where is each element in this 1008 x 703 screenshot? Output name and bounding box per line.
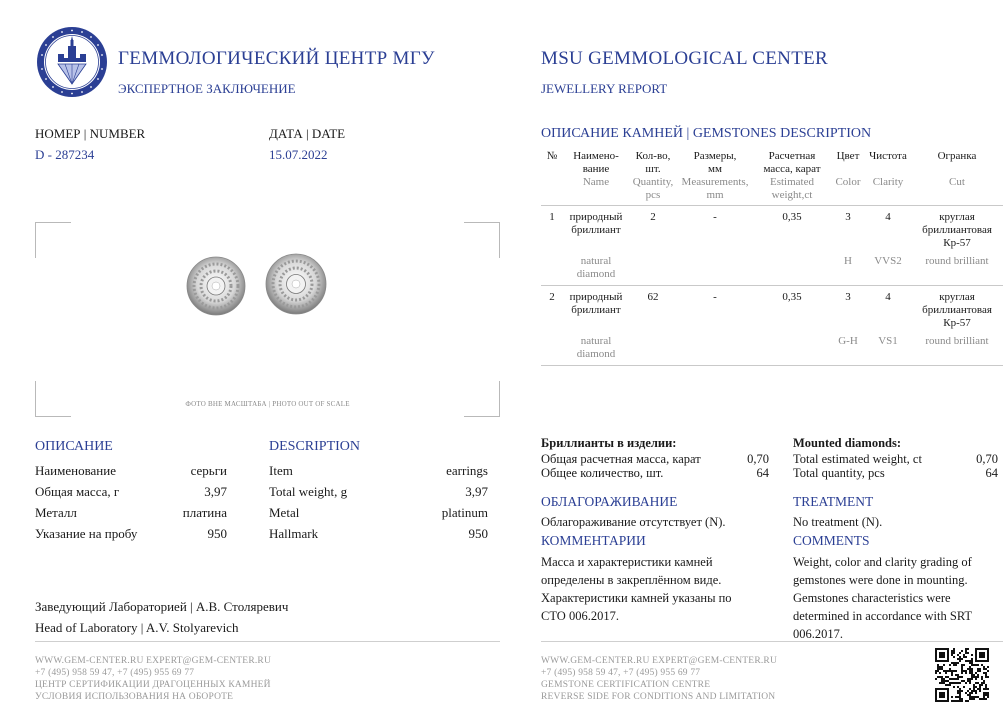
row-value: 3,97: [465, 484, 488, 499]
row-label: Total quantity, pcs: [793, 466, 885, 480]
gemstones-table: [541, 146, 1003, 366]
footer-left: [35, 655, 271, 703]
divider-left: [35, 641, 500, 642]
row-cell: круглая бриллиантовая Кр-57: [922, 211, 992, 249]
header-cell: Огранка: [937, 150, 977, 162]
signature-ru: Заведующий Лабораторией | А.В. Столяревич: [35, 599, 289, 614]
divider-right: [541, 641, 1003, 642]
header-cell: Чистота: [869, 150, 907, 162]
header-cell: Кол-во, шт.: [635, 150, 671, 175]
header-cell: Estimated weight,ct: [770, 176, 814, 201]
description-en-row: [269, 481, 488, 502]
footer-line: WWW.GEM-CENTER.RU EXPERT@GEM-CENTER.RU: [35, 656, 272, 666]
row-label: Общее количество, шт.: [541, 466, 664, 480]
description-en-row: [269, 460, 488, 481]
row-cell: 4: [885, 291, 891, 303]
qr-code-icon: [935, 648, 989, 703]
row-cell: natural diamond: [576, 335, 616, 360]
row-cell: 2: [549, 291, 555, 303]
row-value: серьги: [190, 463, 227, 478]
row-cell: [629, 250, 677, 285]
header-cell: Color: [835, 176, 861, 188]
table-row: [541, 250, 1003, 285]
footer-line: GEMSTONE CERTIFICATION CENTRE: [541, 680, 711, 690]
header-cell: Расчетная масса, карат: [763, 150, 821, 175]
row-value: earrings: [446, 463, 488, 478]
report-date-value: 15.07.2022: [269, 147, 328, 162]
header-subtitle-ru: ЭКСПЕРТНОЕ ЗАКЛЮЧЕНИЕ: [118, 81, 296, 96]
row-cell: natural diamond: [576, 255, 616, 280]
description-ru-heading: ОПИСАНИЕ: [35, 439, 113, 454]
header-title-en: MSU GEMMOLOGICAL CENTER: [541, 48, 828, 69]
row-value: 64: [756, 466, 769, 480]
row-cell: 3: [845, 291, 851, 303]
row-cell: [541, 250, 563, 285]
row-value: 0,70: [976, 452, 998, 466]
treatment-heading-en: TREATMENT: [793, 494, 874, 509]
row-label: Total weight, g: [269, 484, 348, 499]
row-label: Hallmark: [269, 526, 319, 541]
row-value: 64: [985, 466, 998, 480]
mounted-ru-block: [541, 436, 769, 480]
row-value: 950: [207, 526, 227, 541]
row-cell: природный бриллиант: [569, 211, 623, 236]
header-cell: [541, 176, 563, 205]
row-label: Общая масса, г: [35, 484, 120, 499]
description-en-list: [269, 460, 488, 544]
description-ru-row: [35, 460, 227, 481]
row-cell: 2: [650, 211, 656, 223]
footer-line: УСЛОВИЯ ИСПОЛЬЗОВАНИЯ НА ОБОРОТЕ: [35, 692, 234, 702]
treatment-text-ru: Облагораживание отсутствует (N).: [541, 515, 726, 529]
row-cell: [753, 330, 831, 365]
row-cell: round brilliant: [925, 335, 989, 347]
comments-text-en: Weight, color and clarity grading of gemstones were done in mounting. Gemstones characteristics were determined in accordance with SRT 006.2017.: [793, 555, 972, 641]
row-cell: 1: [549, 211, 555, 223]
row-value: platinum: [441, 505, 488, 520]
row-value: 3,97: [204, 484, 227, 499]
header-cell: Name: [582, 176, 610, 188]
comments-text-ru: Масса и характеристики камней определены в закреплённом виде. Характеристики камней указаны по СТО 006.2017.: [541, 555, 732, 623]
row-cell: круглая бриллиантовая Кр-57: [922, 291, 992, 329]
description-ru-list: [35, 460, 227, 544]
header-cell: Measurements, mm: [681, 176, 749, 201]
earring-left-icon: [186, 256, 246, 321]
msu-logo-icon: [36, 26, 108, 98]
treatment-text-en: No treatment (N).: [793, 515, 883, 529]
table-row: [541, 330, 1003, 365]
earring-right-icon: [265, 253, 327, 320]
row-value: платина: [182, 505, 227, 520]
description-en-row: [269, 502, 488, 523]
row-cell: 4: [885, 211, 891, 223]
row-cell: [753, 250, 831, 285]
treatment-heading-ru: ОБЛАГОРАЖИВАНИЕ: [541, 494, 678, 509]
footer-line: ЦЕНТР СЕРТИФИКАЦИИ ДРАГОЦЕННЫХ КАМНЕЙ: [35, 680, 271, 690]
row-cell: 3: [845, 211, 851, 223]
footer-right: [541, 655, 777, 703]
row-cell: природный бриллиант: [569, 291, 623, 316]
row-label: Указание на пробу: [35, 526, 138, 541]
row-label: Общая расчетная масса, карат: [541, 452, 701, 466]
description-en-heading: DESCRIPTION: [269, 439, 361, 454]
row-cell: [677, 330, 753, 365]
footer-line: +7 (495) 958 59 47, +7 (495) 955 69 77: [35, 668, 195, 678]
row-label: Metal: [269, 505, 300, 520]
footer-line: WWW.GEM-CENTER.RU EXPERT@GEM-CENTER.RU: [541, 656, 778, 666]
row-cell: [541, 330, 563, 365]
header-cell: Quantity, pcs: [632, 176, 674, 201]
row-cell: VVS2: [874, 255, 902, 267]
table-row: [541, 286, 1003, 331]
description-ru-row: [35, 502, 227, 523]
row-cell: -: [713, 211, 717, 223]
row-cell: [629, 330, 677, 365]
row-value: 0,70: [747, 452, 769, 466]
row-label: Item: [269, 463, 293, 478]
report-date-label: ДАТА | DATE: [269, 126, 346, 141]
row-cell: 62: [647, 291, 659, 303]
header-cell: Наимено- вание: [573, 150, 619, 175]
footer-line: +7 (495) 958 59 47, +7 (495) 955 69 77: [541, 668, 701, 678]
mounted-ru-heading: Бриллианты в изделии:: [541, 436, 677, 450]
report-number-label: НОМЕР | NUMBER: [35, 126, 146, 141]
table-header-en: [541, 176, 1003, 205]
footer-line: REVERSE SIDE FOR CONDITIONS AND LIMITATION: [541, 692, 776, 702]
gemstones-heading: ОПИСАНИЕ КАМНЕЙ | GEMSTONES DESCRIPTION: [541, 126, 872, 141]
row-value: 950: [468, 526, 488, 541]
header-cell: Clarity: [872, 176, 904, 188]
comments-heading-ru: КОММЕНТАРИИ: [541, 533, 646, 548]
row-cell: round brilliant: [925, 255, 989, 267]
mounted-en-heading: Mounted diamonds:: [793, 436, 902, 450]
table-row: [541, 206, 1003, 251]
header-cell: Размеры, мм: [693, 150, 737, 175]
description-ru-row: [35, 481, 227, 502]
row-cell: -: [713, 291, 717, 303]
row-label: Металл: [35, 505, 77, 520]
row-cell: 0,35: [782, 291, 802, 303]
description-en-row: [269, 523, 488, 544]
mounted-en-block: [793, 436, 998, 480]
description-ru-row: [35, 523, 227, 544]
comments-heading-en: COMMENTS: [793, 533, 870, 548]
header-cell: Цвет: [836, 150, 860, 162]
header-cell: №: [546, 150, 558, 162]
row-cell: G-H: [838, 335, 858, 347]
header-title-ru: ГЕММОЛОГИЧЕСКИЙ ЦЕНТР МГУ: [118, 48, 435, 69]
row-label: Total estimated weight, ct: [793, 452, 922, 466]
row-label: Наименование: [35, 463, 116, 478]
row-cell: VS1: [878, 335, 898, 347]
header-cell: Cut: [949, 176, 965, 188]
signature-en: Head of Laboratory | A.V. Stolyarevich: [35, 620, 239, 635]
row-cell: 0,35: [782, 211, 802, 223]
table-header-ru: [541, 146, 1003, 176]
photo-caption: ФОТО ВНЕ МАСШТАБА | PHOTO OUT OF SCALE: [185, 400, 350, 408]
report-number-value: D - 287234: [35, 147, 95, 162]
header-subtitle-en: JEWELLERY REPORT: [541, 81, 668, 96]
row-cell: H: [844, 255, 852, 267]
row-cell: [677, 250, 753, 285]
